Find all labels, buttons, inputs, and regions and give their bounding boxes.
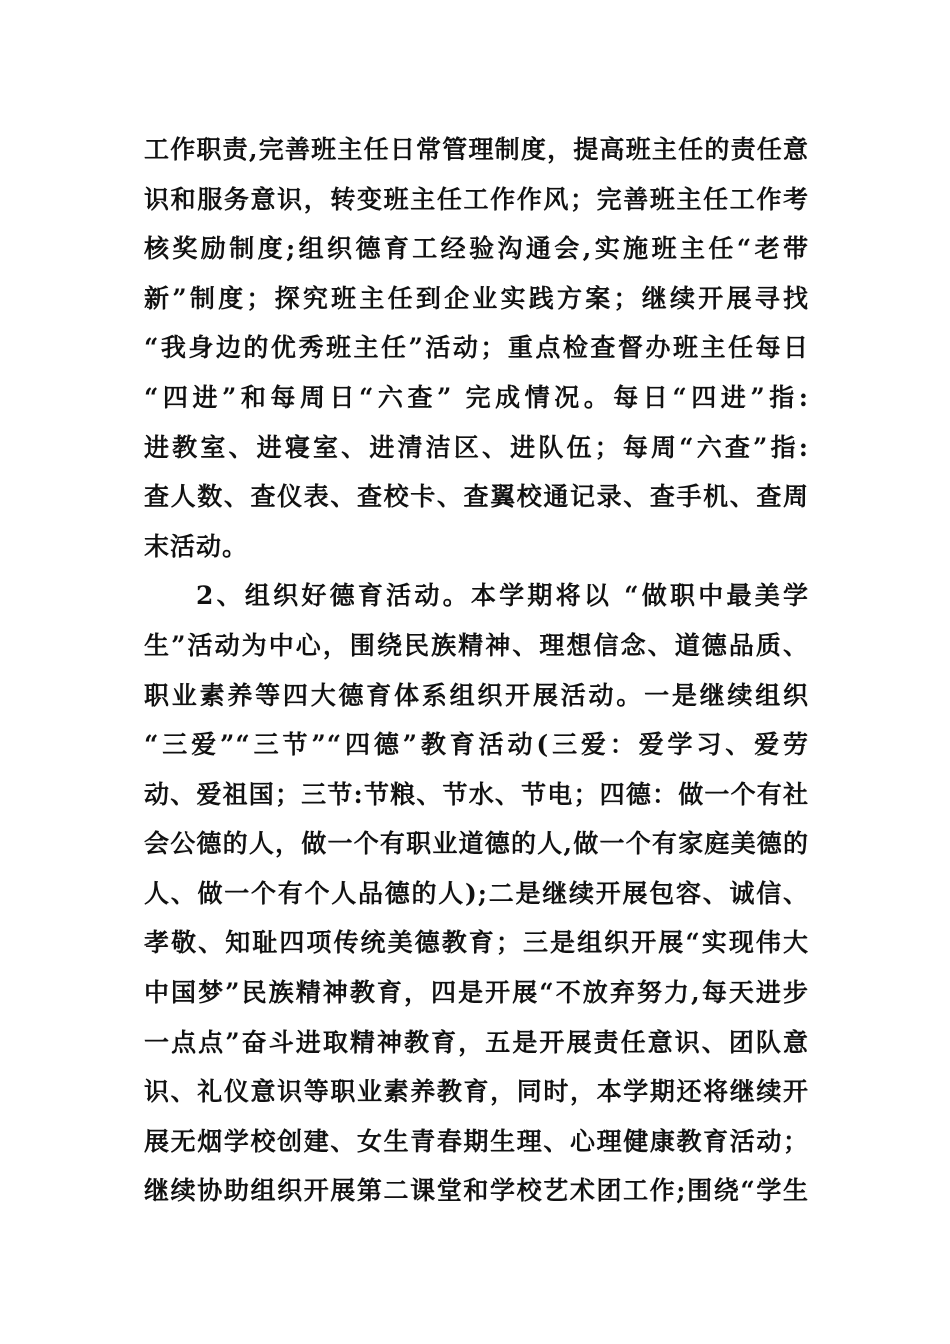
- text-line-12: 职业素养等四大德育体系组织开展活动。一是继续组织: [144, 681, 809, 710]
- text-line-20: 识、礼仪意识等职业素养教育，同时，本学期还将继续开: [144, 1077, 809, 1106]
- text-line-18: 中国梦”民族精神教育，四是开展“不放弃努力,每天进步: [144, 978, 809, 1007]
- text-line-7: 进教室、进寝室、进清洁区、进队伍；每周“六查”指:: [144, 433, 809, 462]
- text-line-22: 继续协助组织开展第二课堂和学校艺术团工作;围绕“学生: [144, 1176, 809, 1205]
- text-line-11: 生”活动为中心，围绕民族精神、理想信念、道德品质、: [144, 631, 809, 660]
- text-line-4: 新”制度；探究班主任到企业实践方案；继续开展寻找: [144, 284, 809, 313]
- text-line-17: 孝敬、知耻四项传统美德教育；三是组织开展“实现伟大: [144, 928, 809, 957]
- text-line-5: “我身边的优秀班主任”活动；重点检查督办班主任每日: [144, 333, 809, 362]
- text-line-16: 人、做一个有个人品德的人);二是继续开展包容、诚信、: [144, 879, 809, 908]
- text-line-6: “四进”和每周日“六查” 完成情况。每日“四进”指:: [144, 383, 809, 412]
- text-line-14: 动、爱祖国；三节:节粮、节水、节电；四德：做一个有社: [144, 780, 809, 809]
- text-line-3: 核奖励制度;组织德育工经验沟通会,实施班主任“老带: [144, 234, 809, 263]
- text-line-1: 工作职责,完善班主任日常管理制度，提高班主任的责任意: [144, 135, 809, 164]
- text-line-9: 末活动。: [144, 532, 249, 561]
- text-line-19: 一点点”奋斗进取精神教育，五是开展责任意识、团队意: [144, 1028, 809, 1057]
- text-line-2: 识和服务意识，转变班主任工作作风；完善班主任工作考: [144, 185, 809, 214]
- text-line-13: “三爱”“三节”“四德”教育活动(三爱：爱学习、爱劳: [144, 730, 809, 759]
- text-line-10: 2、组织好德育活动。本学期将以 “做职中最美学: [196, 581, 809, 610]
- text-line-15: 会公德的人，做一个有职业道德的人,做一个有家庭美德的: [144, 829, 809, 858]
- text-line-21: 展无烟学校创建、女生青春期生理、心理健康教育活动；: [144, 1127, 809, 1156]
- text-line-8: 查人数、查仪表、查校卡、查翼校通记录、查手机、查周: [144, 482, 809, 511]
